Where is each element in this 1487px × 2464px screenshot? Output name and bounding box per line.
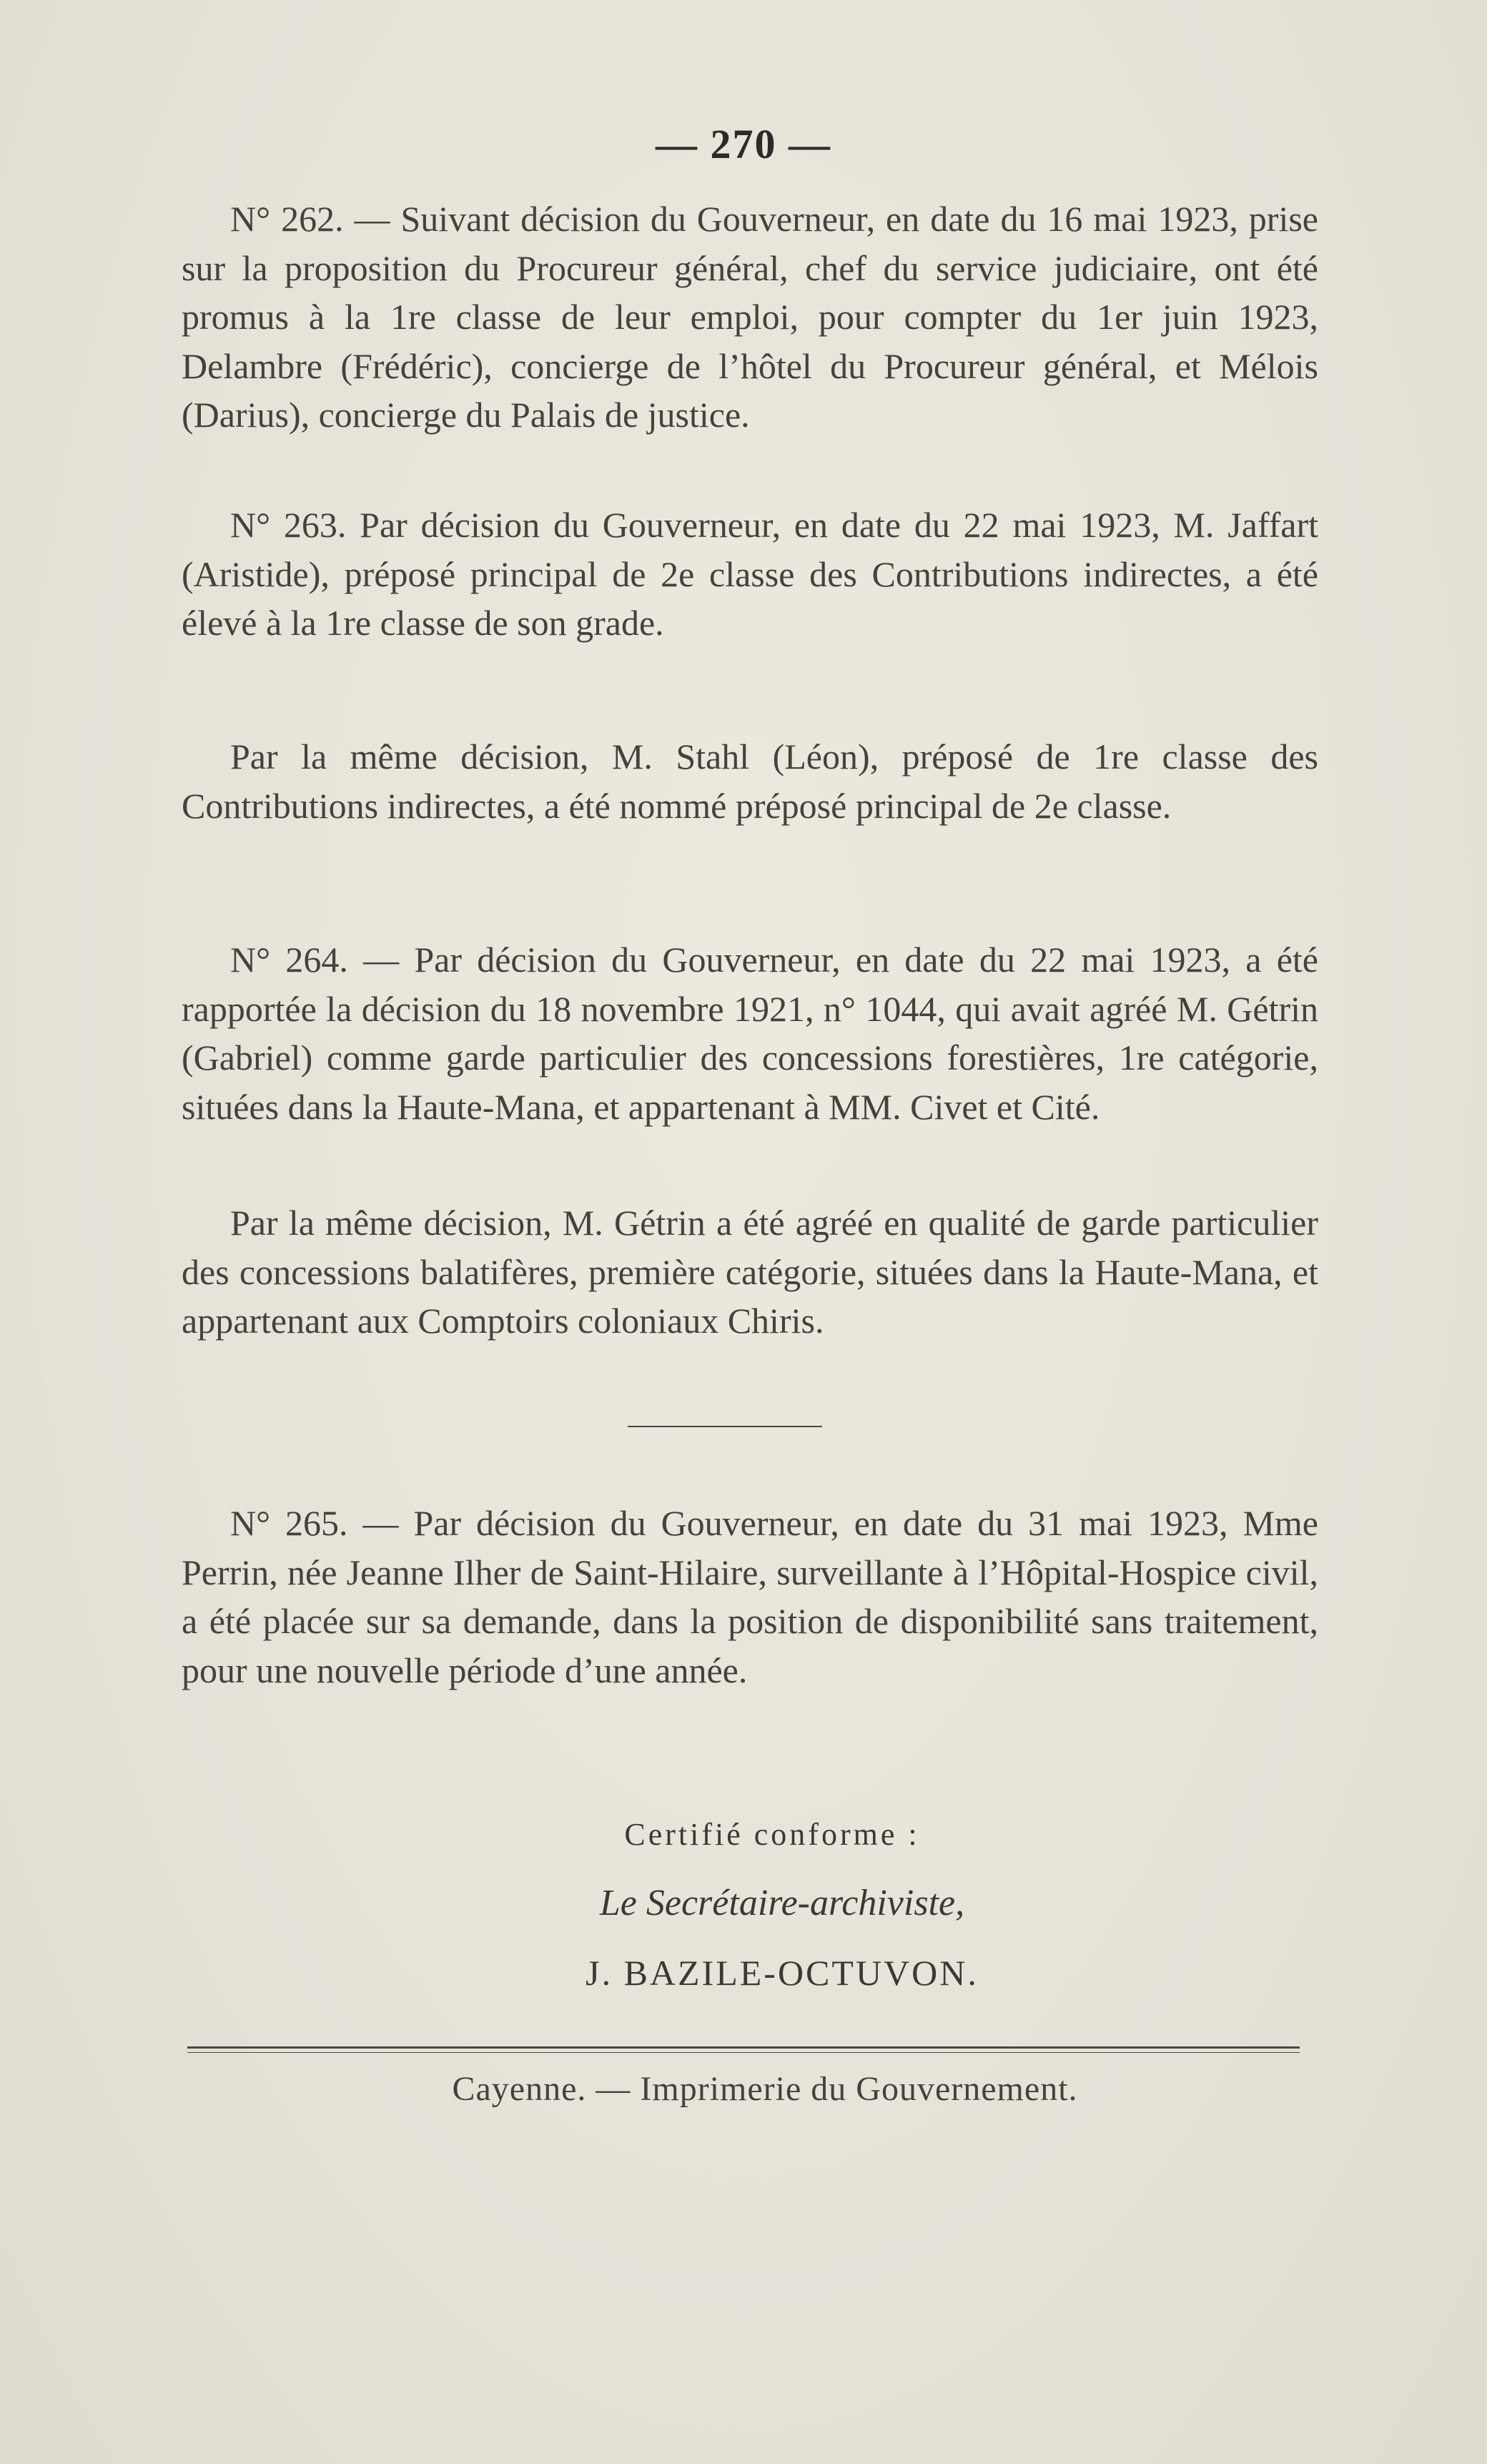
entry-265 bbox=[182, 1499, 1318, 1695]
entry-264 bbox=[182, 935, 1318, 1131]
entry-262 bbox=[182, 194, 1318, 440]
entry-paragraph: N° 264. — Par décision du Gouverneur, en date du 22 mai 1923, a été rapportée la décision du 18 novembre 1921, n° 1044, qui avait agréé M. Gétrin (Gabriel) comme garde particulier des concessions forestières, 1re catégorie, situées dans la Haute-Mana, et appartenant à MM. Civet et Cité. bbox=[182, 940, 1318, 1127]
entry-263-continuation bbox=[182, 732, 1318, 830]
certification-role: Le Secrétaire-archiviste, bbox=[599, 1883, 965, 1923]
printer-imprint: Cayenne. — Imprimerie du Gouvernement. bbox=[452, 2070, 1078, 2108]
entry-paragraph: N° 263. Par décision du Gouverneur, en date du 22 mai 1923, M. Jaffart (Aristide), préposé principal de 2e classe des Contributions indirectes, a été élevé à la 1re classe de son grade. bbox=[182, 505, 1318, 643]
entry-paragraph: N° 262. — Suivant décision du Gouverneur, en date du 16 mai 1923, prise sur la proposition du Procureur général, chef du service judiciaire, ont été promus à la 1re classe de leur emploi, pour compter du 1er juin 1923, Delambre (Frédéric), concierge de l’hôtel du Procureur général, et Mélois (Darius), concierge du Palais de justice. bbox=[182, 199, 1318, 435]
entry-paragraph: Par la même décision, M. Stahl (Léon), préposé de 1re classe des Contributions indirectes, a été nommé préposé principal de 2e classe. bbox=[182, 736, 1318, 826]
certification-heading: Certifié conforme : bbox=[624, 1817, 920, 1852]
certification-signatory: J. BAZILE-OCTUVON. bbox=[586, 1953, 979, 1993]
entry-paragraph: Par la même décision, M. Gétrin a été agréé en qualité de garde particulier des concessions balatifères, première catégorie, situées dans la Haute-Mana, et appartenant aux Comptoirs coloniaux Chiris. bbox=[182, 1203, 1318, 1341]
footer-rule-thin bbox=[187, 2052, 1300, 2053]
entry-264-continuation bbox=[182, 1198, 1318, 1346]
entry-paragraph: N° 265. — Par décision du Gouverneur, en date du 31 mai 1923, Mme Perrin, née Jeanne Ilher de Saint-Hilaire, surveillante à l’Hôpital-Hospice civil, a été placée sur sa demande, dans la position de disponibilité sans traitement, pour une nouvelle période d’une année. bbox=[182, 1503, 1318, 1690]
footer-rule bbox=[187, 2046, 1300, 2049]
section-divider bbox=[628, 1426, 822, 1427]
entry-263 bbox=[182, 501, 1318, 648]
page-number: — 270 — bbox=[656, 121, 831, 167]
